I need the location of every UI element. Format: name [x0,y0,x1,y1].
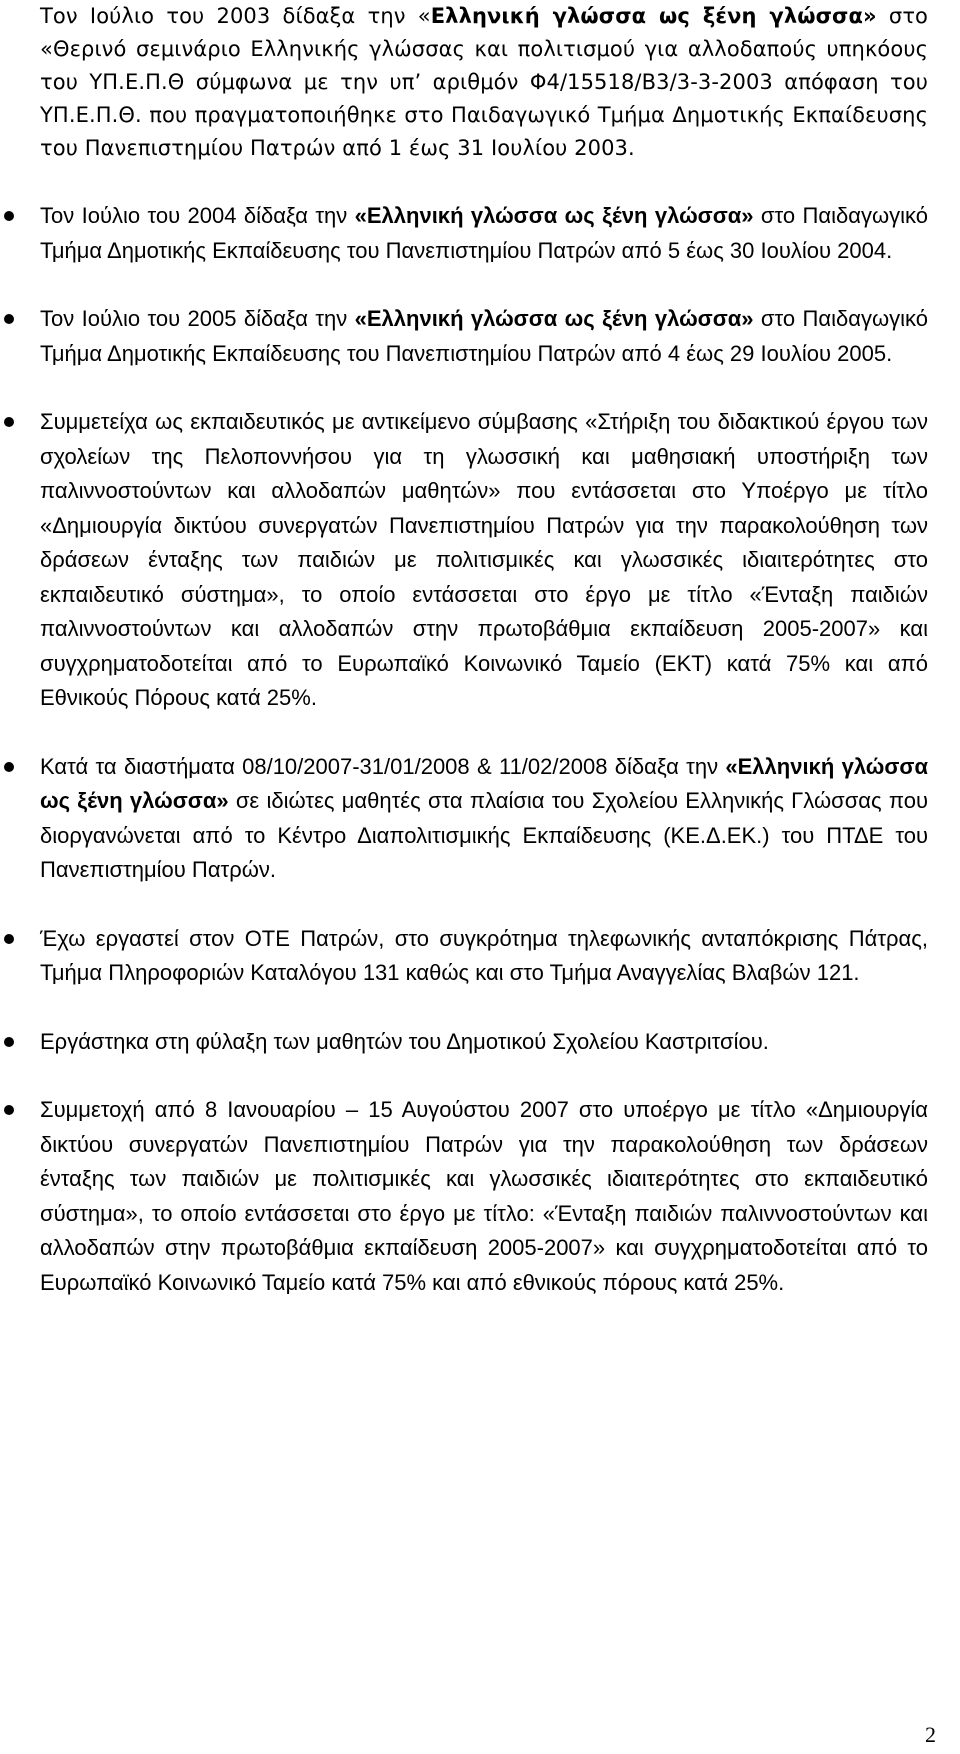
list-item [40,199,928,268]
bullet-icon [4,211,14,221]
bullet-icon [4,417,14,427]
bullet-icon [4,314,14,324]
item-text-bold: Ελληνική γλώσσα ως ξένη γλώσσα» [430,4,877,28]
bullet-icon [4,762,14,772]
item-text-pre: Τον Ιούλιο του 2003 δίδαξα την « [40,4,431,28]
list-item [40,405,928,716]
item-text: Συμμετοχή από 8 Ιανουαρίου – 15 Αυγούστου 2007 στο υποέργο με τίτλο «Δημιουργία δικτύου συνεργατών Πανεπιστημίου Πατρών για την παρακολούθηση των δράσεων ένταξης των παιδιών με πολιτισμικές και γλωσσικές ιδιαιτερότητες στο εκπαιδευτικό σύστημα», το οποίο εντάσσεται στο έργο με τίτλο: «Ένταξη παιδιών παλιννοστούντων και αλλοδαπών στην πρωτοβάθμια εκπαίδευση 2005-2007» και συγχρηματοδοτείται από το Ευρωπαϊκό Κοινωνικό Ταμείο κατά 75% και από εθνικούς πόρους κατά 25%. [40,1097,928,1295]
item-text-pre: Κατά τα διαστήματα 08/10/2007-31/01/2008 & 11/02/2008 δίδαξα την [40,753,726,779]
list-item [40,750,928,888]
item-text-post: στο Παιδαγωγικό Τμήμα Δημοτικής Εκπαίδευσης του Πανεπιστημίου Πατρών από 5 έως 30 Ιουλίου 2004. [40,203,928,263]
bullet-icon [4,1037,14,1047]
list-item [40,922,928,991]
list-item [40,1093,928,1300]
item-text-pre: Τον Ιούλιο του 2005 δίδαξα την [40,306,355,331]
list-item [40,0,928,165]
item-text-bold: «Ελληνική γλώσσα ως ξένη γλώσσα» [354,306,754,331]
item-text: Έχω εργαστεί στον ΟΤΕ Πατρών, στο συγκρότημα τηλεφωνικής ανταπόκρισης Πάτρας, Τμήμα Πληροφοριών Καταλόγου 131 καθώς και στο Τμήμα Αναγγελίας Βλαβών 121. [40,925,928,985]
item-text: Εργάστηκα στη φύλαξη των μαθητών του Δημοτικού Σχολείου Καστριτσίου. [40,1028,769,1054]
item-text-bold: «Ελληνική γλώσσα ως ξένη γλώσσα» [354,203,754,228]
item-text: Συμμετείχα ως εκπαιδευτικός με αντικείμενο σύμβασης «Στήριξη του διδακτικού έργου των σχολείων της Πελοποννήσου για τη γλωσσική και μαθησιακή υποστήριξη των παλιννοστούντων και αλλοδαπών μαθητών» που εντάσσεται στο Υποέργο με τίτλο «Δημιουργία δικτύου συνεργατών Πανεπιστημίου Πατρών για την παρακολούθηση των δράσεων ένταξης των παιδιών με πολιτισμικές και γλωσσικές ιδιαιτερότητες στο εκπαιδευτικό σύστημα», το οποίο εντάσσεται στο έργο με τίτλο «Ένταξη παιδιών παλιννοστούντων και αλλοδαπών στην πρωτοβάθμια εκπαίδευση 2005-2007» και συγχρηματοδοτείται από το Ευρωπαϊκό Κοινωνικό Ταμείο (ΕΚΤ) κατά 75% και από Εθνικούς Πόρους κατά 25%. [40,409,928,710]
item-text-bold: «Ελληνική γλώσσα ως ξένη γλώσσα» [40,753,928,813]
bullet-icon [4,934,14,944]
list-item [40,1025,928,1060]
list-item [40,302,928,371]
item-text-post: στο «Θερινό σεμινάριο Ελληνικής γλώσσας και πολιτισμού για αλλοδαπούς υπηκόους του ΥΠ.Ε.Π.Θ σύμφωνα με την υπ’ αριθμόν Φ4/15518/Β3/3-3-2003 απόφαση του ΥΠ.Ε.Π.Θ. που πραγματοποιήθηκε στο Παιδαγωγικό Τμήμα Δημοτικής Εκπαίδευσης του Πανεπιστημίου Πατρών από 1 έως 31 Ιουλίου 2003. [40,4,929,160]
item-text-post: σε ιδιώτες μαθητές στα πλαίσια του Σχολείου Ελληνικής Γλώσσας που διοργανώνεται από το Κέντρο Διαπολιτισμικής Εκπαίδευσης (ΚΕ.Δ.ΕΚ.) του ΠΤΔΕ του Πανεπιστημίου Πατρών. [40,788,929,882]
bullet-icon [4,1105,14,1115]
item-text-pre: Τον Ιούλιο του 2004 δίδαξα την [40,203,355,228]
bullet-list [40,0,928,1300]
page-number: 2 [925,1722,936,1747]
item-text-post: στο Παιδαγωγικό Τμήμα Δημοτικής Εκπαίδευσης του Πανεπιστημίου Πατρών από 4 έως 29 Ιουλίου 2005. [40,306,928,366]
